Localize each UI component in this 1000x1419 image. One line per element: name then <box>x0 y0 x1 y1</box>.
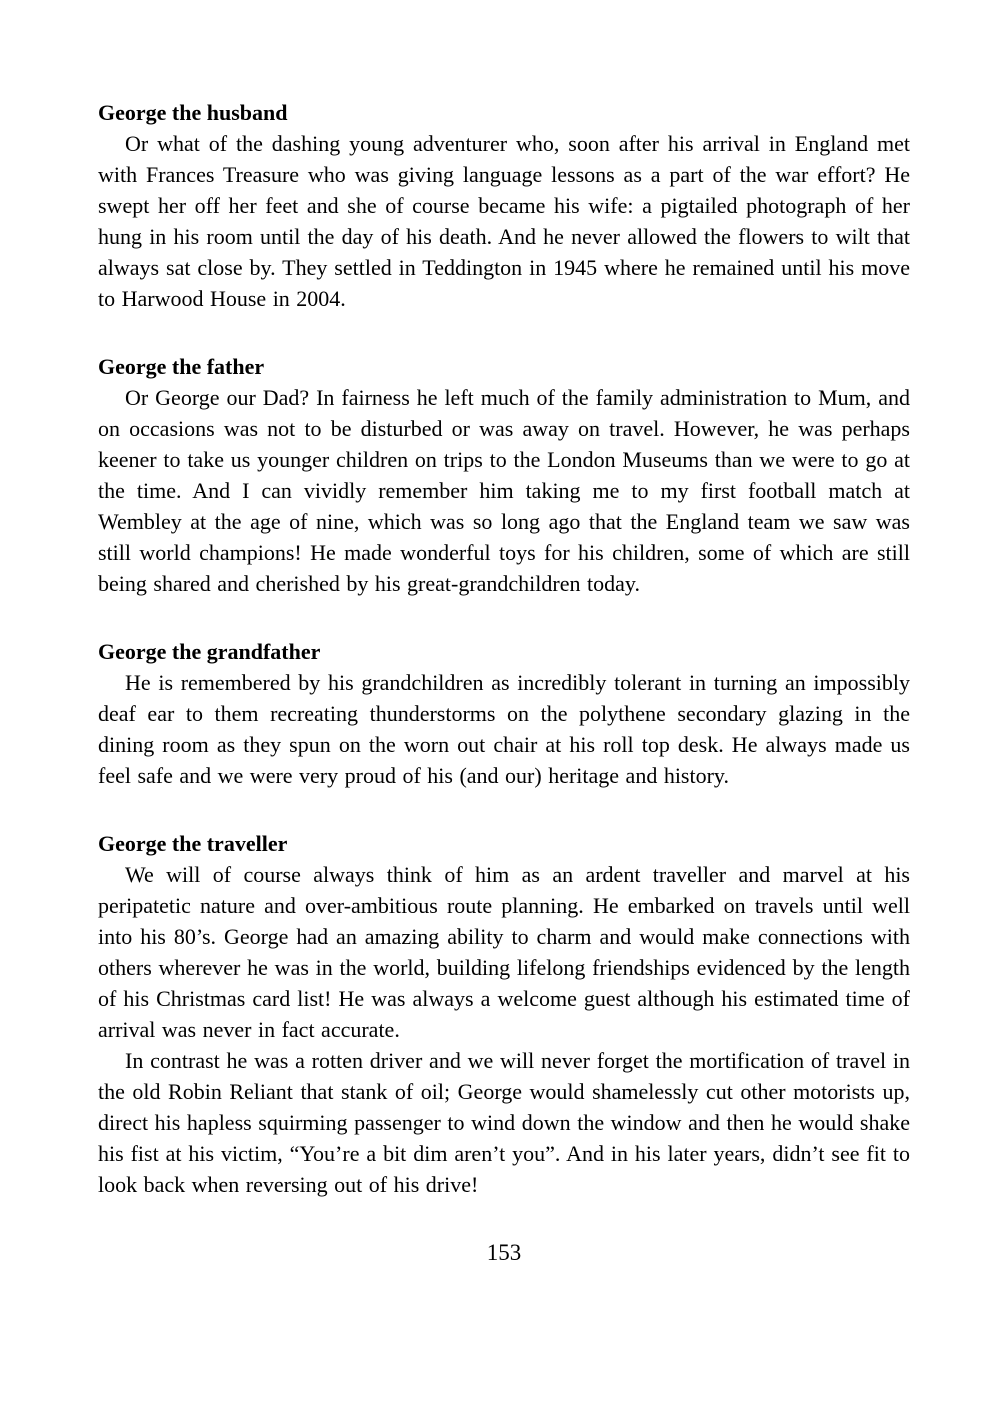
section-george-the-father <box>98 351 910 599</box>
section-george-the-traveller <box>98 828 910 1200</box>
section-heading-husband: George the husband <box>98 100 288 125</box>
section-george-the-husband <box>98 97 910 314</box>
section-heading-father: George the father <box>98 354 265 379</box>
page-number: 153 <box>486 1240 522 1265</box>
paragraph-traveller-2: In contrast he was a rotten driver and we will never forget the mortification of travel in the old Robin Reliant that stank of oil; George would shamelessly cut other motorists up, direct his hapless squirming passenger to wind down the window and then he would shake his fist at his victim, “You’re a bit dim aren’t you”. And in his later years, didn’t see fit to look back when reversing out of his drive! <box>98 1048 910 1197</box>
section-heading-grandfather: George the grandfather <box>98 639 321 664</box>
paragraph-traveller-1: We will of course always think of him as an ardent traveller and marvel at his peripatetic nature and over-ambitious route planning. He embarked on travels until well into his 80’s. George had an amazing ability to charm and would make connections with others wherever he was in the world, building lifelong friendships evidenced by the length of his Christmas card list! He was always a welcome guest although his estimated time of arrival was never in fact accurate. <box>98 862 910 1042</box>
section-george-the-grandfather <box>98 636 910 791</box>
paragraph-husband-1: Or what of the dashing young adventurer who, soon after his arrival in England met with Frances Treasure who was giving language lessons as a part of the war effort? He swept her off her feet and she of course became his wife: a pigtailed photograph of her hung in his room until the day of his death. And he never allowed the flowers to wilt that always sat close by. They settled in Teddington in 1945 where he remained until his move to Harwood House in 2004. <box>98 131 910 311</box>
section-heading-traveller: George the traveller <box>98 831 288 856</box>
paragraph-grandfather-1: He is remembered by his grandchildren as incredibly tolerant in turning an impossibly deaf ear to them recreating thunderstorms on the polythene secondary glazing in the dining room as they spun on the worn out chair at his roll top desk. He always made us feel safe and we were very proud of his (and our) heritage and history. <box>98 670 910 788</box>
paragraph-father-1: Or George our Dad? In fairness he left much of the family administration to Mum, and on occasions was not to be disturbed or was away on travel. However, he was perhaps keener to take us younger children on trips to the London Museums than we were to go at the time. And I can vividly remember him taking me to my first football match at Wembley at the age of nine, which was so long ago that the England team we saw was still world champions! He made wonderful toys for his children, some of which are still being shared and cherished by his great-grandchildren today. <box>98 385 910 596</box>
